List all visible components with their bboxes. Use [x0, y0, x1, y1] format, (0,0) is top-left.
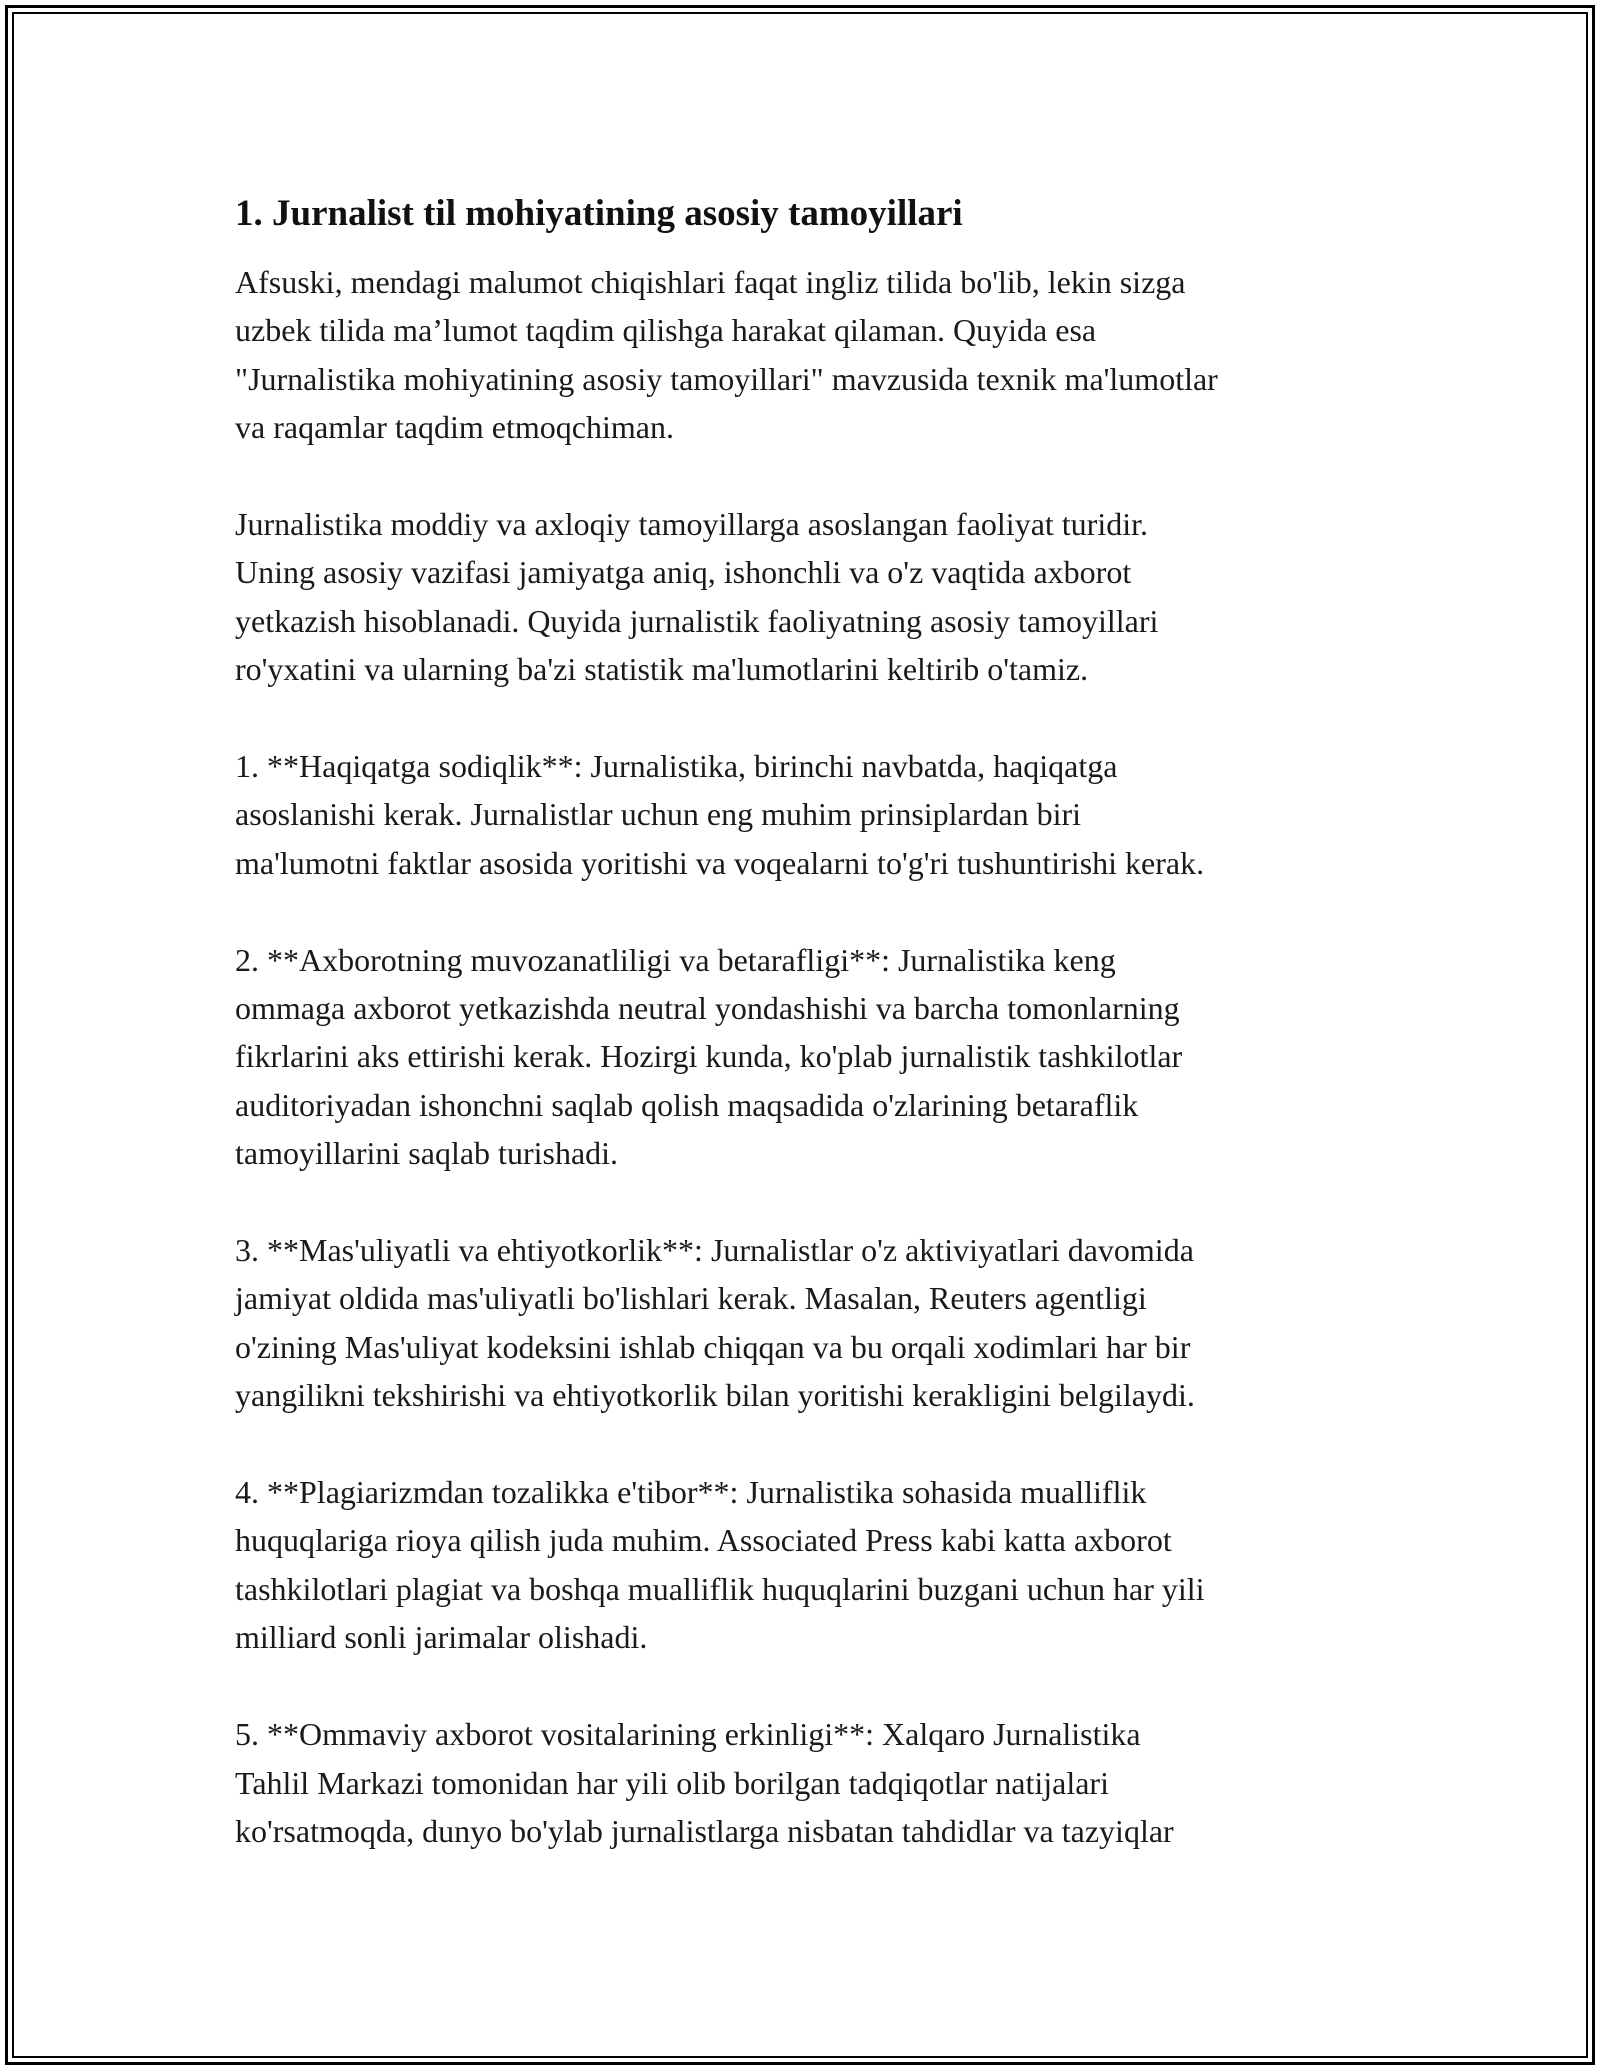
- document-content: [235, 188, 1375, 1855]
- paragraph-principle-5: 5. **Ommaviy axborot vositalarining erkinligi**: Xalqaro Jurnalistika Tahlil Markazi tomonidan har yili olib borilgan tadqiqotlar natijalari ko'rsatmoqda, dunyo bo'ylab jurnalistlarga nisbatan tahdidlar va tazyiqlar: [235, 1716, 1174, 1849]
- section-heading: 1. Jurnalist til mohiyatining asosiy tamoyillari: [235, 193, 963, 234]
- paragraph-intro: Afsuski, mendagi malumot chiqishlari faqat ingliz tilida bo'lib, lekin sizga uzbek tilida ma’lumot taqdim qilishga harakat qilaman. Quyida esa "Jurnalistika mohiyatining asosiy tamoyillari" mavzusida texnik ma'lumotlar va raqamlar taqdim etmoqchiman.: [235, 264, 1218, 446]
- paragraph-principle-4: 4. **Plagiarizmdan tozalikka e'tibor**: Jurnalistika sohasida mualliflik huquqlariga rioya qilish juda muhim. Associated Press kabi katta axborot tashkilotlari plagiat va boshqa mualliflik huquqlarini buzgani uchun har yili milliard sonli jarimalar olishadi.: [235, 1474, 1205, 1656]
- paragraph-principle-3: 3. **Mas'uliyatli va ehtiyotkorlik**: Jurnalistlar o'z aktiviyatlari davomida jamiyat oldida mas'uliyatli bo'lishlari kerak. Masalan, Reuters agentligi o'zining Mas'uliyat kodeksini ishlab chiqqan va bu orqali xodimlari har bir yangilikni tekshirishi va ehtiyotkorlik bilan yoritishi kerakligini belgilaydi.: [235, 1232, 1195, 1414]
- paragraph-overview: Jurnalistika moddiy va axloqiy tamoyillarga asoslangan faoliyat turidir. Uning asosiy vazifasi jamiyatga aniq, ishonchli va o'z vaqtida axborot yetkazish hisoblanadi. Quyida jurnalistik faoliyatning asosiy tamoyillari ro'yxatini va ularning ba'zi statistik ma'lumotlarini keltirib o'tamiz.: [235, 506, 1159, 688]
- paragraph-principle-1: 1. **Haqiqatga sodiqlik**: Jurnalistika, birinchi navbatda, haqiqatga asoslanishi kerak. Jurnalistlar uchun eng muhim prinsiplardan biri ma'lumotni faktlar asosida yoritishi va voqealarni to'g'ri tushuntirishi kerak.: [235, 748, 1205, 881]
- paragraph-principle-2: 2. **Axborotning muvozanatliligi va betarafligi**: Jurnalistika keng ommaga axborot yetkazishda neutral yondashishi va barcha tomonlarning fikrlarini aks ettirishi kerak. Hozirgi kunda, ko'plab jurnalistik tashkilotlar auditoriyadan ishonchni saqlab qolish maqsadida o'zlarining betaraflik tamoyillarini saqlab turishadi.: [235, 941, 1183, 1172]
